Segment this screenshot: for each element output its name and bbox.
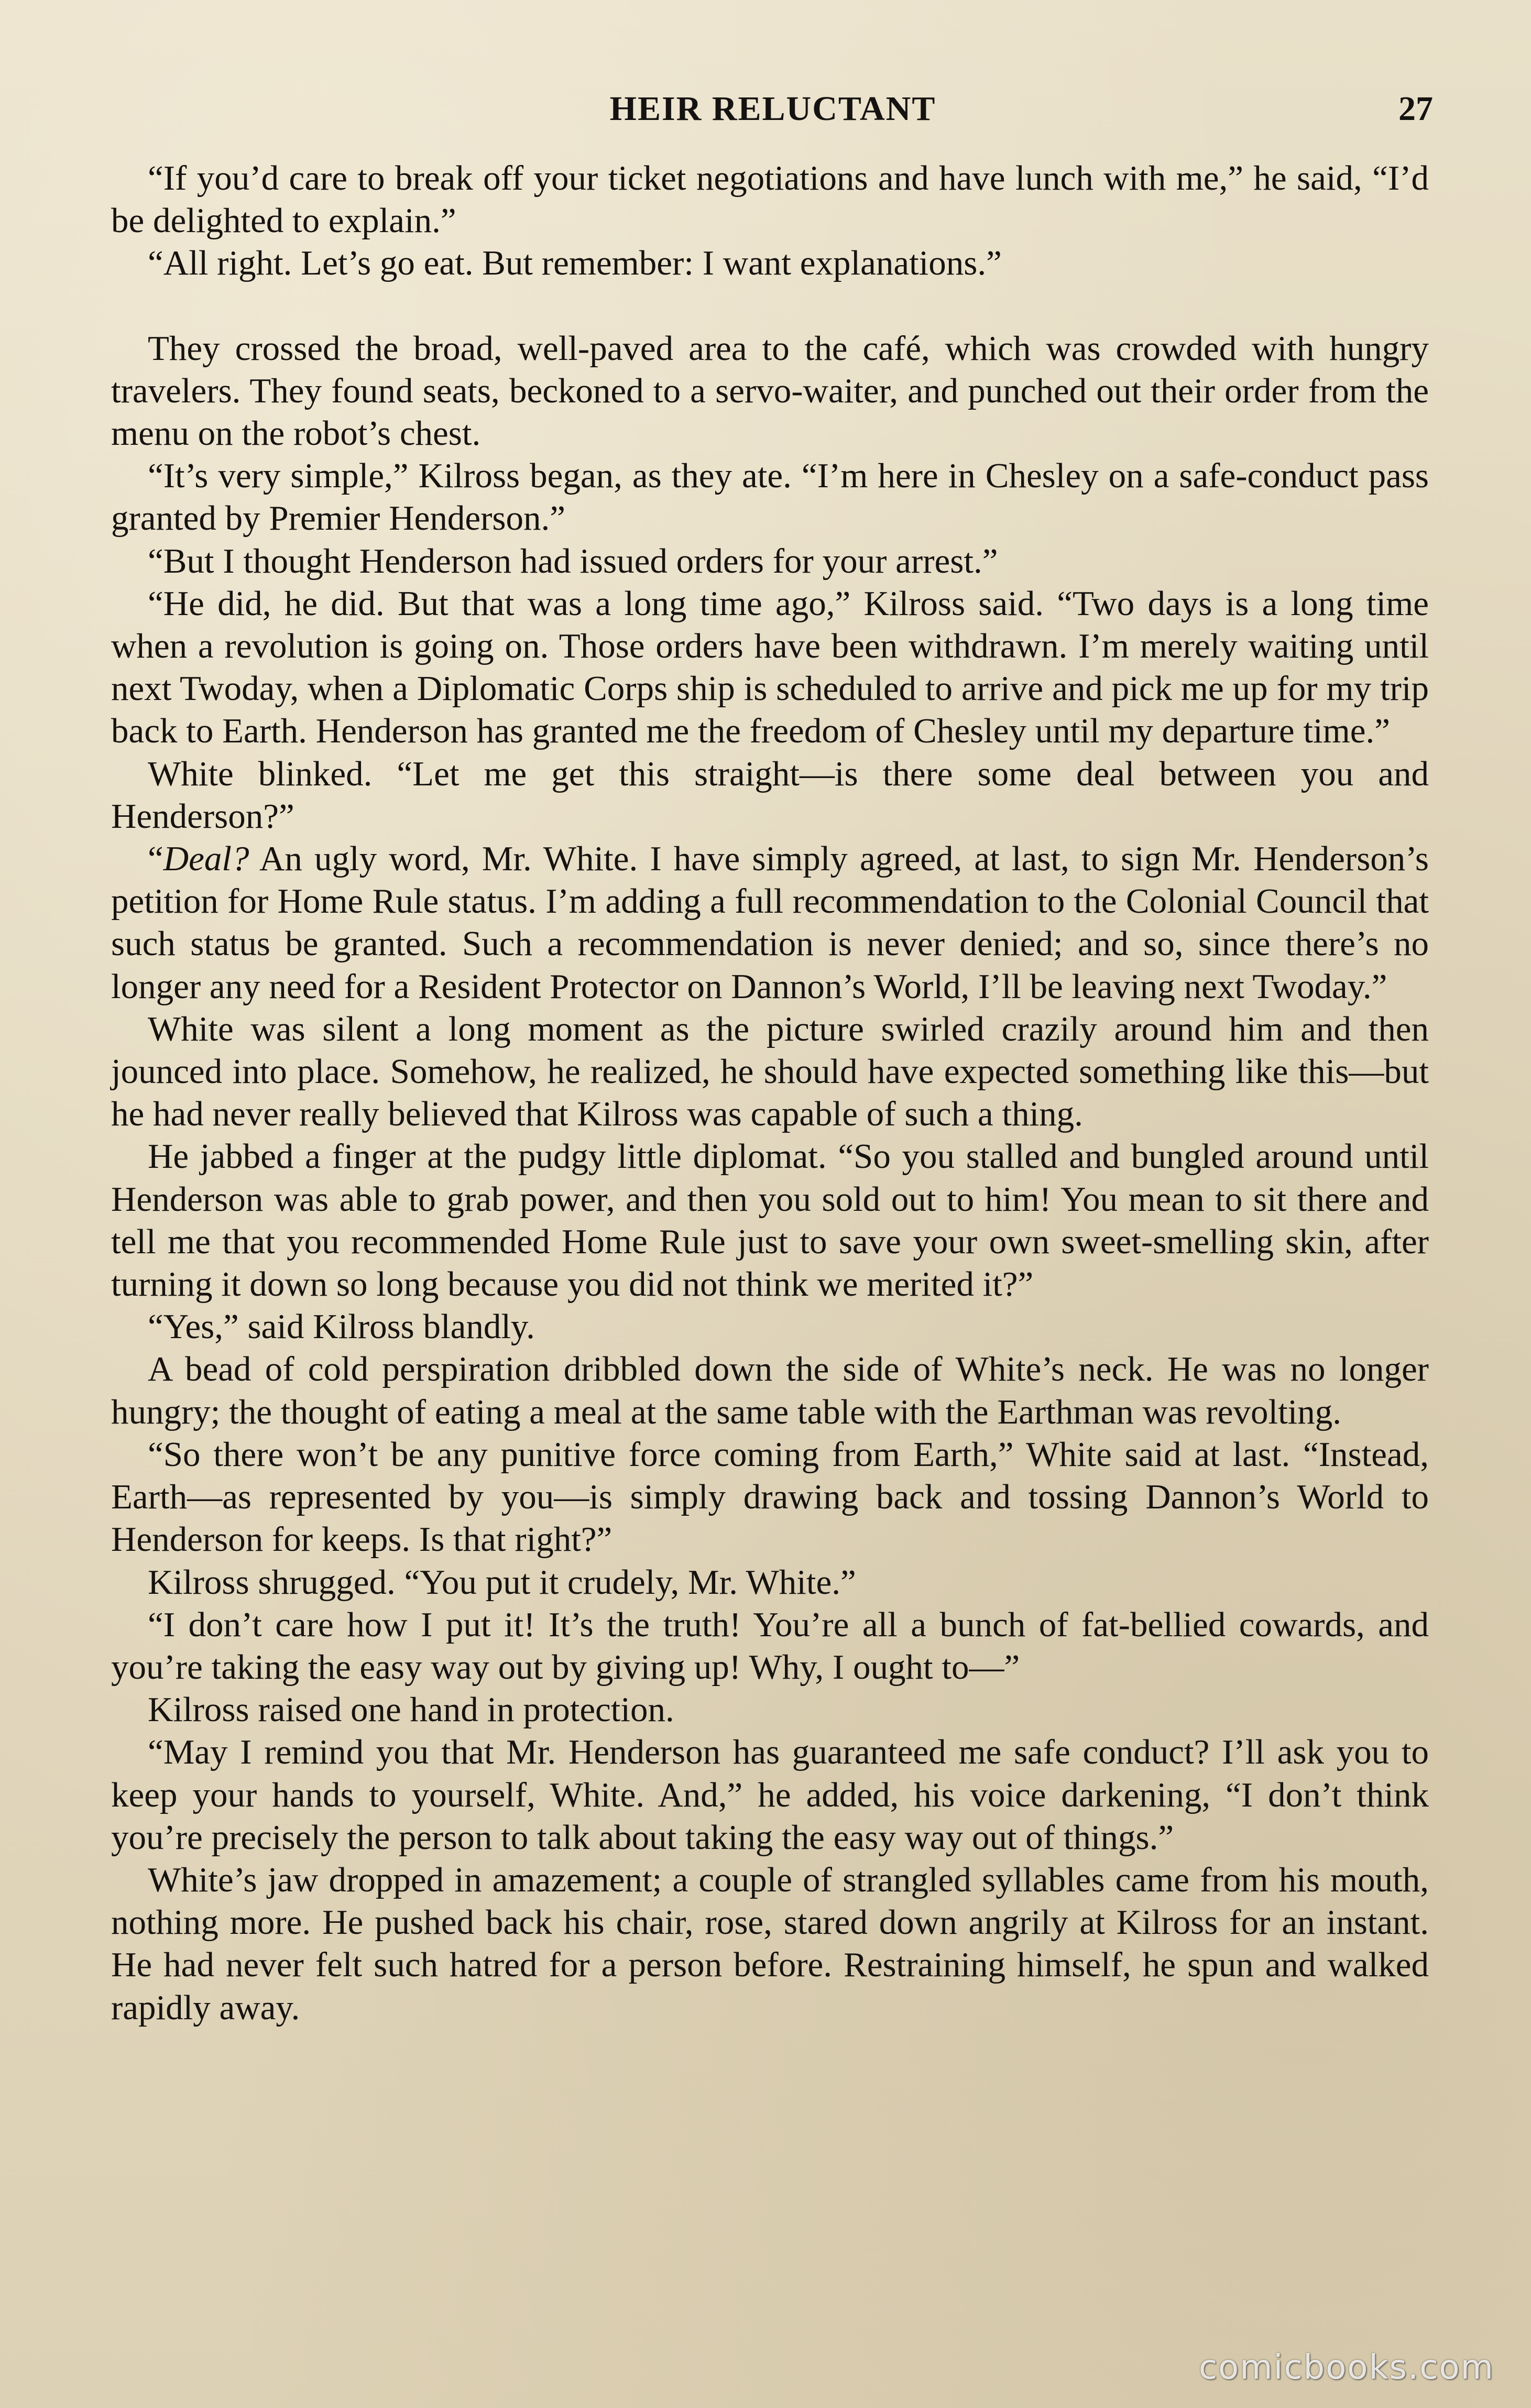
paragraph: “Deal? An ugly word, Mr. White. I have simply agreed, at last, to sign Mr. Henderson’s petition for Home Rule status. I’m adding a full recommendation to the Colonial Council that such status be granted. Such a recommendation is never denied; and so, since there’s no longer any need for a Resident Protector on Dannon’s World, I’ll be leaving next Twoday.” — [111, 839, 1429, 1006]
paragraph: “It’s very simple,” Kilross began, as they ate. “I’m here in Chesley on a safe-conduct pass granted by Premier Henderson.” — [111, 456, 1429, 538]
watermark: comicbooks.com — [1198, 2348, 1494, 2387]
paragraph: “All right. Let’s go eat. But remember: I want explanations.” — [148, 244, 1002, 283]
paragraph: Kilross raised one hand in protection. — [148, 1690, 674, 1730]
paragraph: “Yes,” said Kilross blandly. — [148, 1307, 535, 1347]
running-head: HEIR RELUCTANT — [609, 90, 936, 128]
page-header — [113, 89, 1433, 136]
paragraph: He jabbed a finger at the pudgy little diplomat. “So you stalled and bungled around until Henderson was able to grab power, and then you sold out to him! You mean to sit there and tell me that you recommended Home Rule just to save your own sweet-smelling skin, after turning it down so long because you did not think we merited it?” — [111, 1137, 1429, 1304]
page-number: 27 — [1398, 90, 1433, 128]
paragraph: “May I remind you that Mr. Henderson has guaranteed me safe conduct? I’ll ask you to keep your hands to yourself, White. And,” he added, his voice darkening, “I don’t think you’re precisely the person to talk about taking the easy way out of things.” — [111, 1733, 1429, 1857]
paragraph: “I don’t care how I put it! It’s the truth! You’re all a bunch of fat-bellied cowards, and you’re taking the easy way out by giving up! Why, I ought to—” — [111, 1605, 1429, 1687]
paragraph: “But I thought Henderson had issued orders for your arrest.” — [148, 541, 998, 581]
paragraph: White blinked. “Let me get this straight—is there some deal between you and Henderson?” — [111, 754, 1429, 836]
paragraph: Kilross shrugged. “You put it crudely, Mr. White.” — [148, 1562, 856, 1602]
paragraph: A bead of cold perspiration dribbled down the side of White’s neck. He was no longer hungry; the thought of eating a meal at the same table with the Earthman was revolting. — [111, 1350, 1429, 1431]
paragraph: They crossed the broad, well-paved area to the café, which was crowded with hungry travelers. They found seats, beckoned to a servo-waiter, and punched out their order from the menu on the robot’s chest. — [111, 329, 1429, 453]
paragraph: “He did, he did. But that was a long time ago,” Kilross said. “Two days is a long time when a revolution is going on. Those orders have been withdrawn. I’m merely waiting until next Twoday, when a Diplomatic Corps ship is scheduled to arrive and pick me up for my trip back to Earth. Henderson has granted me the freedom of Chesley until my departure time.” — [111, 584, 1429, 751]
body-text — [111, 157, 1429, 2029]
paragraph: White’s jaw dropped in amazement; a couple of strangled syllables came from his mouth, nothing more. He pushed back his chair, rose, stared down angrily at Kilross for an instant. He had never felt such hatred for a person before. Restraining himself, he spun and walked rapidly away. — [111, 1860, 1429, 2027]
paragraph: White was silent a long moment as the picture swirled crazily around him and then jounced into place. Somehow, he realized, he should have expected something like this—but he had never really believed that Kilross was capable of such a thing. — [111, 1009, 1429, 1134]
paragraph: “If you’d care to break off your ticket negotiations and have lunch with me,” he said, “I’d be delighted to explain.” — [111, 159, 1429, 240]
paragraph: “So there won’t be any punitive force coming from Earth,” White said at last. “Instead, Earth—as represented by you—is simply drawing back and tossing Dannon’s World to Henderson for keeps. Is that right?” — [111, 1435, 1429, 1559]
